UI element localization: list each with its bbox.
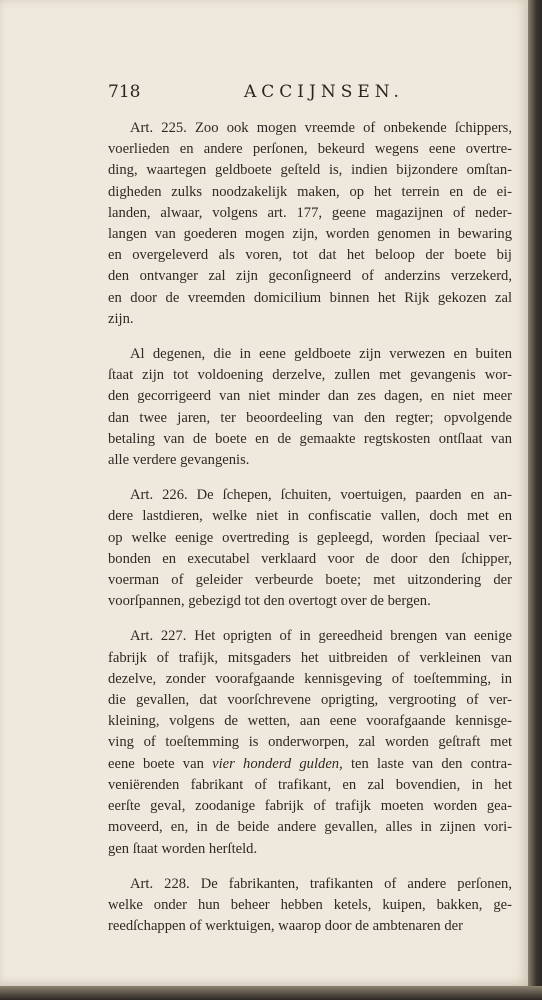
text-line: eene boete van vier honderd gulden, ten laste van den contra-	[108, 755, 512, 772]
text-line: ding, waartegen geldboete geſteld is, indien bijzondere omſtan-	[108, 162, 512, 179]
text-line: langen van goederen mogen zijn, worden genomen in bewaring	[108, 226, 512, 243]
text-line: voorſpannen, gebezigd tot den overtogt over de bergen.	[108, 593, 431, 610]
paragraph	[108, 344, 512, 471]
text-line: voerman of geleider verbeurde boete; met uitzondering der	[108, 572, 512, 589]
text-line: zijn.	[108, 310, 134, 327]
paragraph	[108, 626, 512, 859]
paragraph	[108, 118, 512, 330]
text-line: en overgeleverd als voren, tot dat het beloop der boete bij	[108, 247, 512, 264]
text-line: die gevallen, dat voorſchrevene oprigting, vergrooting of ver-	[108, 692, 512, 709]
text-line: veniërenden fabrikant of trafikant, en zal bovendien, in het	[108, 776, 512, 793]
text-line: Art. 226. De ſchepen, ſchuiten, voertuigen, paarden en an-	[130, 487, 512, 504]
text-line: moveerd, en, in de beide andere gevallen, alles in zijnen vori-	[108, 819, 512, 836]
text-line: voerlieden en andere perſonen, bekeurd wegens eene overtre-	[108, 141, 512, 158]
text-line: Art. 225. Zoo ook mogen vreemde of onbekende ſchippers,	[130, 120, 512, 136]
text-line: landen, alwaar, volgens art. 177, geene magazijnen of neder-	[108, 204, 512, 221]
text-line: ſtaat zijn tot voldoening derzelve, zullen met gevangenis wor-	[108, 367, 512, 384]
running-head: ACCIJNSEN.	[244, 82, 404, 102]
page-body	[108, 118, 512, 951]
text-line: Art. 227. Het oprigten of in gereedheid brengen van eenige	[130, 628, 512, 645]
paragraph	[108, 485, 512, 612]
text-line: Art. 228. De fabrikanten, trafikanten of andere perſonen,	[130, 875, 512, 892]
text-line: den gecorrigeerd van niet minder dan zes dagen, en niet meer	[108, 388, 512, 405]
text-line: alle verdere gevangenis.	[108, 452, 250, 469]
text-line: dezelve, zonder voorafgaande kennisgeving of toeſtemming, in	[108, 670, 512, 687]
text-line: en door de vreemden domicilium binnen het Rijk gekozen zal	[108, 289, 512, 306]
text-line: dan twee jaren, ter beoordeeling van den regter; opvolgende	[108, 409, 512, 426]
page-bottom-edge	[0, 986, 542, 1000]
text-line: ving of toeſtemming is onderworpen, zal worden geſtraft met	[108, 734, 512, 751]
text-line: reedſchappen of werktuigen, waarop door de ambtenaren der	[108, 918, 463, 935]
page-number: 718	[108, 82, 141, 102]
text-line: op welke eenige overtreding is gepleegd, worden ſpeciaal ver-	[108, 529, 512, 546]
text-line: den ontvanger zal zijn geconſigneerd of anderzins verzekerd,	[108, 268, 512, 285]
paragraph	[108, 874, 512, 938]
page-edge	[528, 0, 542, 1000]
text-line: bonden en executabel verklaard voor de door den ſchipper,	[108, 550, 512, 567]
text-line: Al degenen, die in eene geldboete zijn verwezen en buiten	[130, 346, 512, 363]
text-line: kleining, volgens de wetten, aan eene voorafgaande kennisge-	[108, 713, 512, 730]
text-line: eerſte geval, zoodanige fabrijk of trafijk moeten worden gea-	[108, 798, 512, 815]
text-line: digheden zulks noodzakelijk maken, op het terrein en de ei-	[108, 183, 512, 200]
text-line: gen ſtaat worden herſteld.	[108, 840, 258, 857]
text-line: dere lastdieren, welke niet in confiscatie vallen, doch met en	[108, 508, 512, 525]
text-line: betaling van de boete en de gemaakte regtskosten ontſlaat van	[108, 430, 512, 447]
text-line: fabrijk of trafijk, mitsgaders het uitbreiden of verkleinen van	[108, 649, 512, 666]
text-line: welke onder hun beheer hebben ketels, kuipen, bakken, ge-	[108, 896, 512, 913]
